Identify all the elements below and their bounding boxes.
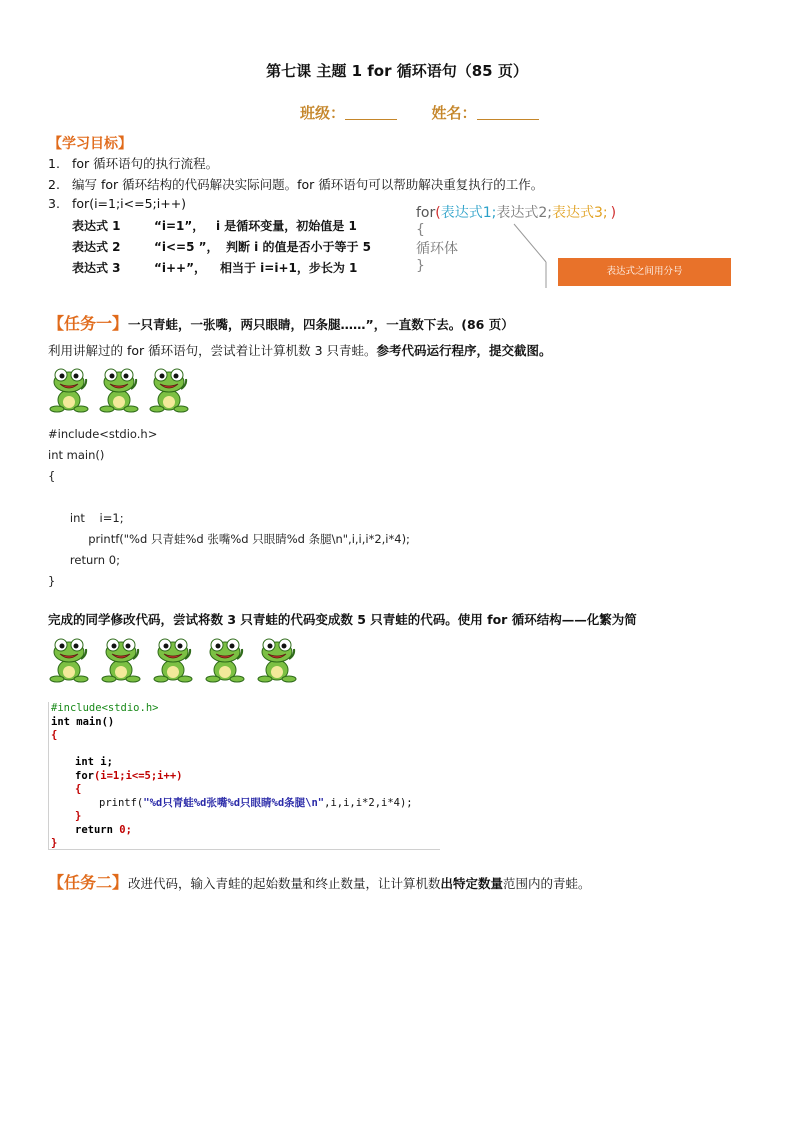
goal-item bbox=[48, 196, 186, 211]
task2-text: 改进代码，输入青蛙的起始数量和终止数量，让计算机数 bbox=[128, 876, 441, 891]
for-keyword: for bbox=[416, 205, 436, 221]
code-line: printf("%d 只青蛙%d 张嘴%d 只眼睛%d 条腿\n",i,i,i*2,i*4); bbox=[48, 532, 410, 546]
expression-code: “i<=5 ”， bbox=[154, 240, 219, 254]
expr1-label: 表达式1 bbox=[440, 205, 492, 221]
open-paren: ( bbox=[435, 205, 441, 221]
code-line: int i=1; bbox=[48, 511, 124, 525]
goals-heading: 【学习目标】 bbox=[48, 136, 132, 152]
expression-row bbox=[72, 259, 357, 276]
task1-instruction bbox=[48, 341, 552, 359]
task1-heading: 【任务一】 bbox=[48, 314, 129, 333]
goal-text: 编写 for 循环结构的代码解决实际问题。for 循环语句可以帮助解决重复执行的工作。 bbox=[72, 177, 544, 192]
code-line: } bbox=[48, 574, 56, 588]
expression-name: 表达式 1 bbox=[72, 219, 121, 233]
class-blank bbox=[345, 105, 397, 120]
code-line: { bbox=[48, 469, 56, 483]
task1-code bbox=[48, 424, 410, 592]
close-paren: ) bbox=[610, 205, 617, 221]
goal-text: for(i=1;i<=5;i++) bbox=[72, 196, 187, 211]
goal-num: 2. bbox=[48, 177, 60, 192]
name-blank bbox=[477, 105, 539, 120]
semicolon-callout: 表达式之间用分号 bbox=[558, 258, 731, 286]
loop-body-label: 循环体 bbox=[416, 241, 458, 257]
frog-icon bbox=[204, 637, 246, 683]
task1-header bbox=[48, 311, 514, 334]
goal-num: 1. bbox=[48, 156, 60, 171]
brace-close: } bbox=[416, 258, 425, 274]
brace-open: { bbox=[416, 222, 425, 238]
task1b-instruction: 完成的同学修改代码，尝试将数 3 只青蛙的代码变成数 5 只青蛙的代码。使用 for 循环结构——化繁为简 bbox=[48, 612, 637, 627]
task2-text-end: 范围内的青蛙。 bbox=[503, 876, 591, 891]
frog-icon bbox=[98, 367, 140, 413]
instruction-bold: 参考代码运行程序，提交截图。 bbox=[376, 343, 552, 358]
code-line: return 0; bbox=[75, 823, 132, 836]
task1b-code bbox=[48, 702, 440, 850]
frog-row-5 bbox=[48, 637, 298, 683]
code-line: int i; bbox=[75, 756, 113, 768]
instruction-text: 利用讲解过的 for 循环语句，尝试着让计算机数 3 只青蛙。 bbox=[48, 343, 377, 358]
code-line: #include<stdio.h> bbox=[51, 702, 159, 714]
code-line: int main() bbox=[51, 715, 115, 728]
expression-name: 表达式 2 bbox=[72, 240, 121, 254]
class-label: 班级： bbox=[300, 104, 346, 122]
goal-num: 3. bbox=[48, 196, 60, 211]
expression-desc: 相当于 i=i+1，步长为 1 bbox=[220, 261, 358, 275]
semicolon: ; bbox=[602, 205, 608, 221]
code-line: { bbox=[51, 729, 58, 741]
task2-heading: 【任务二】 bbox=[48, 873, 129, 892]
task2-row bbox=[48, 870, 591, 893]
code-line: return 0; bbox=[48, 553, 120, 567]
frog-icon bbox=[256, 637, 298, 683]
task2-bold: 出特定数量 bbox=[440, 876, 504, 891]
code-line: #include<stdio.h> bbox=[48, 427, 158, 441]
goal-item bbox=[48, 175, 543, 193]
code-line: printf("%d只青蛙%d张嘴%d只眼睛%d条腿\n",i,i,i*2,i*4); bbox=[99, 796, 413, 809]
expression-desc: 判断 i 的值是否小于等于 5 bbox=[226, 240, 371, 254]
expr3-label: 表达式3 bbox=[552, 205, 603, 221]
task1-title: 一只青蛙，一张嘴，两只眼睛，四条腿……”，一直数下去。(86 页） bbox=[128, 317, 514, 332]
code-line: } bbox=[75, 810, 82, 822]
code-line: { bbox=[75, 783, 82, 795]
class-name-line bbox=[300, 102, 539, 123]
code-line: } bbox=[51, 837, 58, 849]
expression-name: 表达式 3 bbox=[72, 261, 121, 275]
frog-icon bbox=[100, 637, 142, 683]
page-title: 第七课 主题 1 for 循环语句（85 页） bbox=[266, 62, 528, 80]
frog-icon bbox=[152, 637, 194, 683]
semicolon: ; bbox=[491, 205, 497, 221]
expression-row bbox=[72, 217, 357, 234]
expression-code: “i++”， bbox=[154, 261, 206, 275]
for-syntax-line bbox=[416, 202, 617, 222]
frog-icon bbox=[148, 367, 190, 413]
frog-row-3 bbox=[48, 367, 190, 413]
code-line: for(i=1;i<=5;i++) bbox=[75, 769, 183, 782]
expression-row bbox=[72, 238, 371, 255]
expr2-label: 表达式2 bbox=[496, 205, 548, 221]
expression-desc: i 是循环变量，初始值是 1 bbox=[216, 219, 357, 233]
goal-text: for 循环语句的执行流程。 bbox=[72, 156, 219, 171]
frog-icon bbox=[48, 637, 90, 683]
name-label: 姓名： bbox=[431, 104, 477, 122]
semicolon: ; bbox=[547, 205, 552, 221]
goal-item bbox=[48, 154, 218, 172]
expression-code: “i=1”， bbox=[154, 219, 205, 233]
code-line: int main() bbox=[48, 448, 105, 462]
frog-icon bbox=[48, 367, 90, 413]
code-line bbox=[48, 487, 410, 508]
